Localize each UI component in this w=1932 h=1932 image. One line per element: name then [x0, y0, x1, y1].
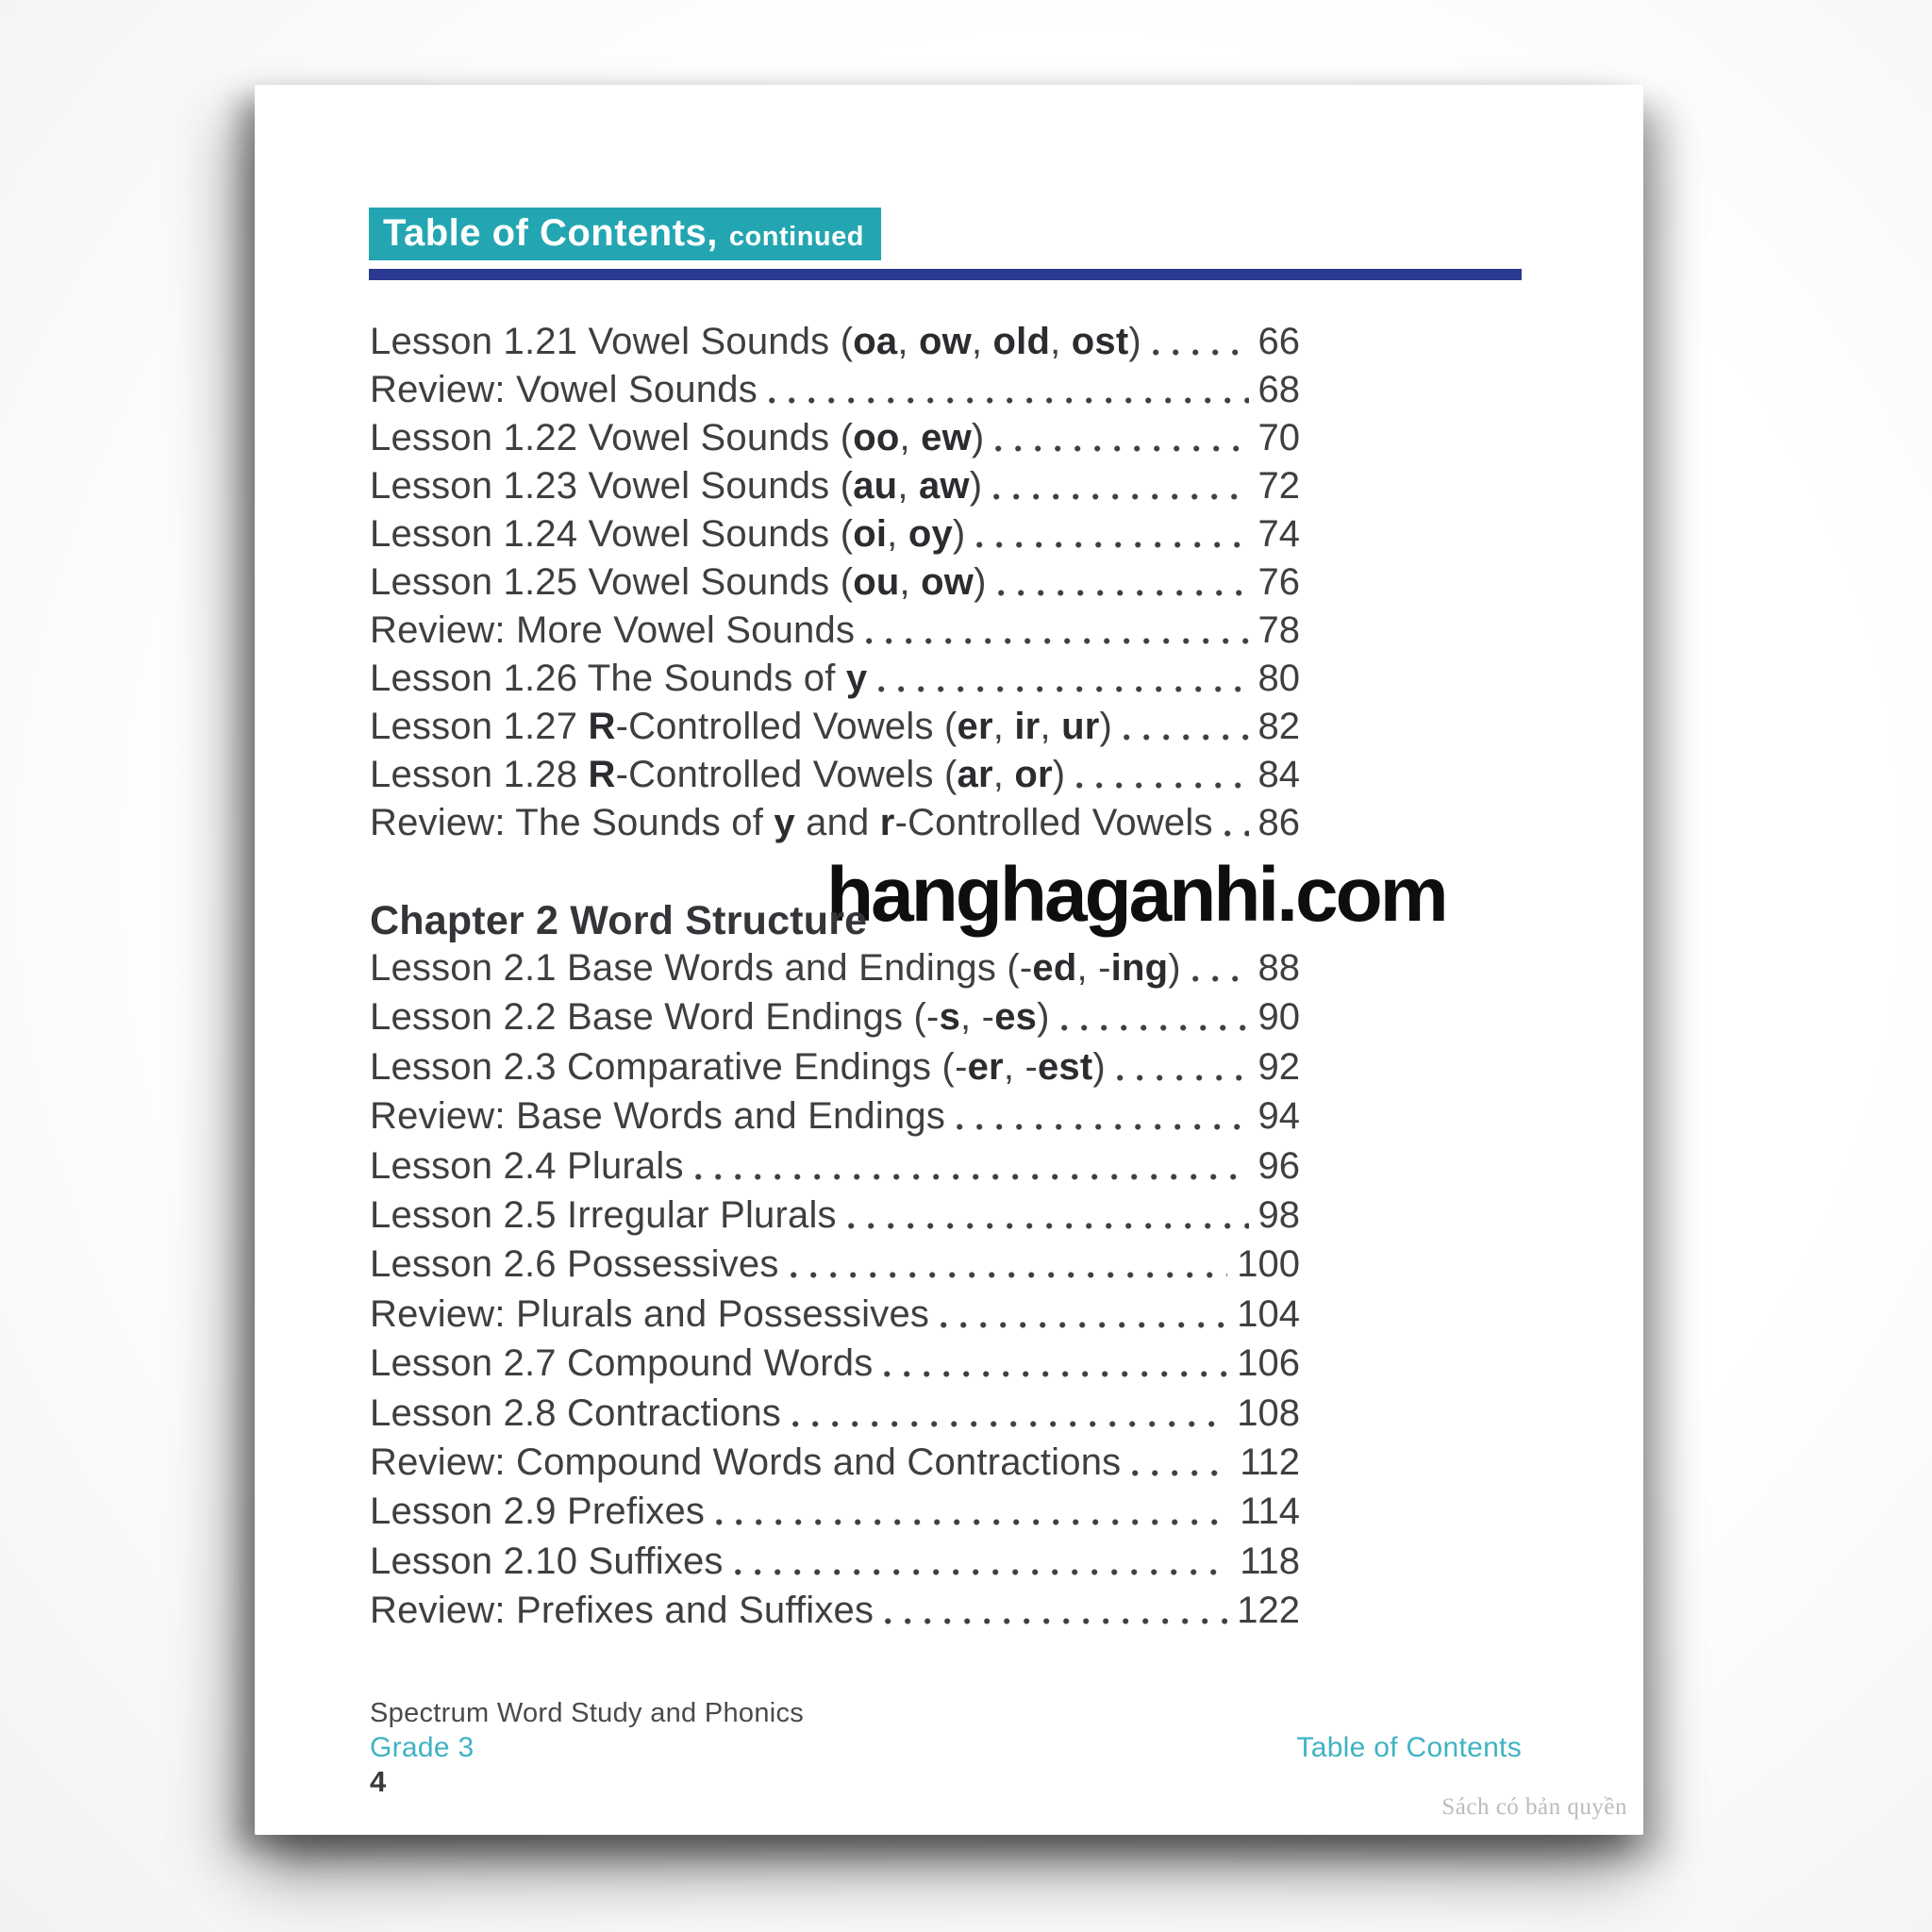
title-underline-rule [369, 269, 1522, 280]
toc-row [370, 1491, 1300, 1533]
toc-row-label: Review: Compound Words and Contractions [370, 1441, 1122, 1483]
dotted-leader [1224, 830, 1249, 837]
toc-row [370, 659, 1300, 697]
toc-row-label: Lesson 2.9 Prefixes [370, 1491, 706, 1533]
dotted-leader [769, 397, 1249, 404]
footer-book-title: Spectrum Word Study and Phonics [370, 1698, 805, 1728]
footer-page-number: 4 [370, 1765, 387, 1798]
toc-row-label: Lesson 1.27 R-Controlled Vowels (er, ir, ur) [370, 706, 1113, 747]
toc-row [370, 1193, 1300, 1236]
toc-row [370, 515, 1300, 553]
toc-row-label: Review: More Vowel Sounds [370, 609, 856, 651]
toc-row-page: 118 [1240, 1540, 1300, 1582]
toc-row-page: 98 [1257, 1193, 1300, 1236]
dotted-leader [716, 1519, 1230, 1525]
toc-chapter2-list [370, 949, 1300, 1641]
toc-row-page: 90 [1257, 996, 1300, 1039]
book-page [255, 85, 1643, 1835]
dotted-leader [885, 1618, 1227, 1624]
toc-row-page: 74 [1257, 513, 1300, 555]
toc-row-page: 82 [1257, 706, 1300, 747]
toc-row [370, 1292, 1300, 1335]
dotted-leader [848, 1223, 1249, 1229]
dotted-leader [735, 1569, 1231, 1575]
toc-row [370, 1045, 1300, 1088]
toc-row-label: Lesson 1.24 Vowel Sounds (oi, oy) [370, 513, 966, 555]
toc-row-page: 88 [1257, 947, 1300, 989]
toc-row-page: 78 [1257, 609, 1300, 651]
dotted-leader [1061, 1024, 1249, 1031]
toc-row-page: 80 [1257, 658, 1300, 699]
toc-row [370, 804, 1300, 841]
toc-row [370, 1144, 1300, 1187]
dotted-leader [791, 1272, 1228, 1278]
dotted-leader [1076, 782, 1248, 789]
dotted-leader [1132, 1470, 1230, 1476]
dotted-leader [976, 541, 1248, 548]
toc-row-page: 86 [1257, 802, 1300, 843]
toc-row-label: Lesson 2.1 Base Words and Endings (-ed, -ing) [370, 947, 1181, 989]
toc-row [370, 1391, 1300, 1434]
toc-row-label: Lesson 2.5 Irregular Plurals [370, 1193, 837, 1236]
dotted-leader [884, 1371, 1227, 1377]
toc-row [370, 467, 1300, 505]
toc-title-text: Table of Contents, [383, 212, 718, 254]
toc-row-label: Lesson 2.8 Contractions [370, 1391, 781, 1434]
toc-row-page: 104 [1237, 1292, 1300, 1335]
toc-row-label: Lesson 1.22 Vowel Sounds (oo, ew) [370, 417, 985, 458]
toc-row-page: 114 [1240, 1491, 1300, 1533]
toc-row [370, 949, 1300, 987]
toc-row-label: Lesson 2.3 Comparative Endings (-er, -est) [370, 1045, 1106, 1088]
toc-row [370, 1342, 1300, 1385]
toc-row-label: Lesson 2.10 Suffixes [370, 1540, 724, 1582]
toc-row-label: Review: Plurals and Possessives [370, 1292, 930, 1335]
toc-row [370, 419, 1300, 457]
toc-row [370, 1443, 1300, 1481]
watermark-text: hanghaganhi.com [826, 852, 1446, 938]
toc-row [370, 1243, 1300, 1286]
toc-row [370, 756, 1300, 793]
toc-row [370, 996, 1300, 1039]
toc-title-box [369, 208, 881, 260]
toc-row-page: 66 [1257, 321, 1300, 362]
toc-row-page: 72 [1257, 465, 1300, 507]
toc-row [370, 371, 1300, 408]
toc-chapter1-list [370, 323, 1300, 852]
toc-row-label: Lesson 1.26 The Sounds of y [370, 658, 868, 699]
footer-section-label: Table of Contents [1296, 1732, 1522, 1763]
toc-row-label: Lesson 2.2 Base Word Endings (-s, -es) [370, 996, 1050, 1039]
dotted-leader [1192, 975, 1249, 982]
toc-row-label: Lesson 1.28 R-Controlled Vowels (ar, or) [370, 754, 1066, 795]
dotted-leader [792, 1421, 1227, 1427]
toc-row-label: Lesson 2.4 Plurals [370, 1144, 684, 1187]
toc-row-label: Lesson 2.6 Possessives [370, 1243, 779, 1286]
dotted-leader [1153, 349, 1249, 356]
toc-row-page: 108 [1237, 1391, 1300, 1434]
toc-row-label: Review: Vowel Sounds [370, 369, 758, 410]
toc-row [370, 563, 1300, 601]
toc-row-page: 76 [1257, 561, 1300, 603]
dotted-leader [993, 493, 1248, 500]
toc-row-page: 100 [1237, 1243, 1300, 1286]
toc-row-label: Lesson 2.7 Compound Words [370, 1342, 874, 1385]
toc-row-page: 92 [1257, 1045, 1300, 1088]
toc-row [370, 323, 1300, 360]
dotted-leader [941, 1322, 1227, 1328]
dotted-leader [1124, 734, 1248, 741]
dotted-leader [1117, 1074, 1249, 1081]
toc-row-page: 122 [1237, 1590, 1300, 1632]
toc-row-page: 112 [1240, 1441, 1300, 1483]
toc-row [370, 611, 1300, 649]
toc-row-page: 94 [1257, 1095, 1300, 1138]
toc-row-label: Lesson 1.21 Vowel Sounds (oa, ow, old, ost) [370, 321, 1141, 362]
toc-row-label: Lesson 1.25 Vowel Sounds (ou, ow) [370, 561, 987, 603]
dotted-leader [995, 445, 1248, 452]
toc-row [370, 708, 1300, 745]
toc-row-label: Review: Base Words and Endings [370, 1095, 946, 1138]
toc-row-label: Lesson 1.23 Vowel Sounds (au, aw) [370, 465, 983, 507]
dotted-leader [695, 1174, 1249, 1180]
dotted-leader [957, 1124, 1248, 1130]
toc-row [370, 1590, 1300, 1632]
toc-row-page: 84 [1257, 754, 1300, 795]
toc-row-page: 70 [1257, 417, 1300, 458]
footer-grade: Grade 3 [370, 1732, 475, 1763]
toc-row-label: Review: The Sounds of y and r-Controlled Vowels [370, 802, 1213, 843]
chapter2-heading: Chapter 2 Word Structure [370, 898, 868, 943]
copyright-notice: Sách có bản quyền [1441, 1794, 1627, 1820]
dotted-leader [998, 590, 1249, 596]
toc-row-page: 106 [1237, 1342, 1300, 1385]
toc-title-continued: continued [728, 222, 864, 252]
toc-row-page: 96 [1257, 1144, 1300, 1187]
toc-row [370, 1542, 1300, 1580]
dotted-leader [878, 686, 1248, 692]
dotted-leader [866, 638, 1248, 644]
toc-row-label: Review: Prefixes and Suffixes [370, 1590, 874, 1632]
toc-row-page: 68 [1257, 369, 1300, 410]
toc-row [370, 1095, 1300, 1138]
